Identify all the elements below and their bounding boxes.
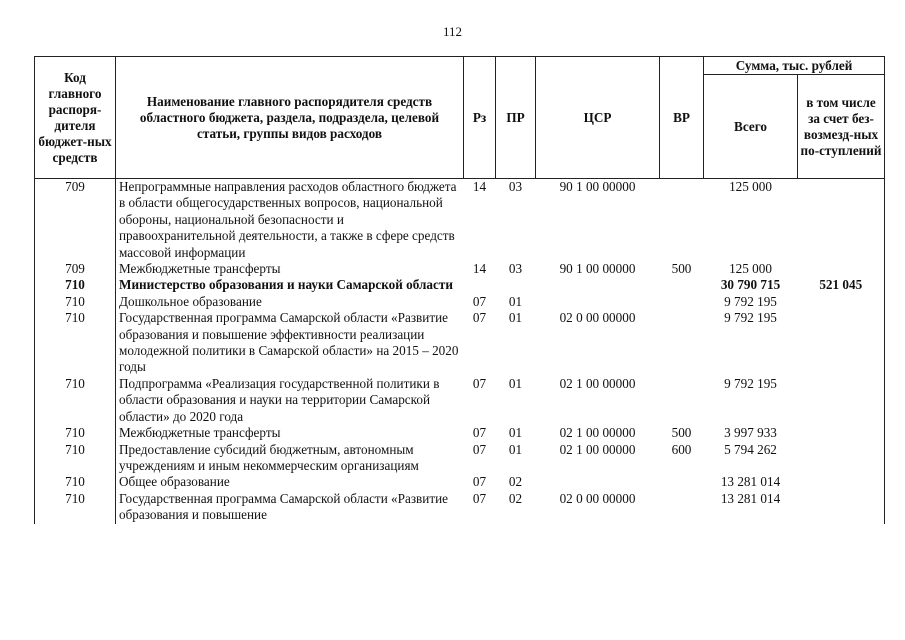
cell-free: 521 045 [798, 277, 885, 293]
cell-pr: 01 [508, 375, 523, 391]
cell-total: 30 790 715 [720, 277, 781, 293]
cell-pr [496, 277, 536, 293]
cell-free [798, 442, 885, 475]
cell-name: Межбюджетные трансферты [116, 261, 464, 277]
cell-pr: 01 [508, 425, 523, 441]
cell-rz: 14 [472, 179, 487, 194]
cell-code: 710 [35, 294, 116, 310]
cell-code: 710 [35, 277, 116, 293]
cell-free [798, 376, 885, 425]
cell-rz: 07 [472, 375, 487, 391]
cell-total: 5 794 262 [724, 441, 777, 457]
header-pr: ПР [496, 57, 536, 179]
cell-free [798, 261, 885, 277]
table-row [35, 474, 885, 490]
cell-free [798, 179, 885, 262]
cell-pr: 01 [508, 293, 523, 309]
page-number: 112 [442, 24, 463, 39]
header-code: Код главного распоря-дителя бюджет-ных средств [35, 57, 116, 179]
cell-total: 125 000 [729, 261, 772, 277]
cell-csr: 02 1 00 00000 [559, 375, 636, 391]
cell-free [798, 310, 885, 376]
cell-rz: 14 [472, 261, 487, 277]
cell-vr [660, 179, 704, 262]
cell-name: Непрограммные направления расходов областного бюджета в области общегосударственных вопросов, национальной обороны, национальной безопасности и правоохранительной деятельности, а также в сфере средств массовой информации [116, 179, 464, 262]
table-row [35, 310, 885, 376]
cell-code: 709 [35, 179, 116, 262]
table-header [35, 57, 885, 179]
cell-pr: 02 [508, 490, 523, 506]
cell-code: 710 [35, 474, 116, 490]
cell-rz [464, 277, 496, 293]
header-sum: Сумма, тыс. рублей [704, 57, 885, 75]
cell-name: Государственная программа Самарской области «Развитие образования и повышение [116, 491, 464, 524]
table-row [35, 491, 885, 524]
cell-vr: 500 [671, 425, 692, 441]
cell-free [798, 491, 885, 524]
header-csr: ЦСР [536, 57, 660, 179]
cell-free [798, 474, 885, 490]
cell-name: Общее образование [116, 474, 464, 490]
cell-csr: 90 1 00 00000 [559, 261, 636, 277]
cell-code: 710 [35, 376, 116, 425]
cell-rz: 07 [472, 293, 487, 309]
cell-code: 710 [35, 310, 116, 376]
table-row [35, 442, 885, 475]
cell-csr: 02 1 00 00000 [559, 441, 636, 457]
cell-rz: 07 [472, 425, 487, 441]
cell-vr [660, 277, 704, 293]
cell-rz: 07 [472, 474, 487, 490]
table-body [35, 179, 885, 524]
cell-total: 13 281 014 [720, 490, 781, 506]
cell-name: Межбюджетные трансферты [116, 425, 464, 441]
cell-code: 709 [35, 261, 116, 277]
header-name: Наименование главного распорядителя средств областного бюджета, раздела, подраздела, целевой статьи, группы видов расходов [116, 57, 464, 179]
cell-csr [536, 277, 660, 293]
cell-csr: 02 1 00 00000 [559, 425, 636, 441]
cell-csr: 02 0 00 00000 [559, 490, 636, 506]
cell-csr: 90 1 00 00000 [559, 179, 636, 194]
cell-vr [660, 294, 704, 310]
cell-code: 710 [35, 491, 116, 524]
cell-free [798, 294, 885, 310]
table-row [35, 294, 885, 310]
cell-rz: 07 [472, 490, 487, 506]
cell-code: 710 [35, 425, 116, 441]
cell-csr [536, 294, 660, 310]
table-row [35, 376, 885, 425]
cell-free [798, 425, 885, 441]
table-row [35, 261, 885, 277]
cell-total: 9 792 195 [724, 375, 777, 391]
cell-pr: 03 [508, 261, 523, 277]
table-row [35, 179, 885, 262]
cell-name: Государственная программа Самарской области «Развитие образования и повышение эффективности реализации молодежной политики в Самарской области» на 2015 – 2020 годы [116, 310, 464, 376]
cell-vr [660, 491, 704, 524]
cell-rz: 07 [472, 310, 487, 326]
cell-name: Министерство образования и науки Самарской области [116, 277, 464, 293]
table-row [35, 277, 885, 293]
cell-code: 710 [35, 442, 116, 475]
cell-csr: 02 0 00 00000 [559, 310, 636, 326]
cell-name: Дошкольное образование [116, 294, 464, 310]
cell-vr: 500 [671, 261, 692, 277]
header-vr: ВР [660, 57, 704, 179]
cell-vr [660, 310, 704, 376]
cell-total: 3 997 933 [724, 425, 777, 441]
cell-total: 125 000 [729, 179, 772, 194]
cell-pr: 01 [508, 310, 523, 326]
cell-total: 9 792 195 [724, 310, 777, 326]
cell-pr: 03 [508, 179, 523, 194]
cell-rz: 07 [472, 441, 487, 457]
cell-total: 13 281 014 [720, 474, 781, 490]
cell-name: Подпрограмма «Реализация государственной политики в области образования и науки на территории Самарской области» до 2020 года [116, 376, 464, 425]
header-total: Всего [704, 75, 798, 179]
table-row [35, 425, 885, 441]
header-free: в том числе за счет без-возмезд-ных по-ступлений [798, 75, 885, 179]
cell-total: 9 792 195 [724, 293, 777, 309]
cell-pr: 01 [508, 441, 523, 457]
cell-name: Предоставление субсидий бюджетным, автономным учреждениям и иным некоммерческим организациям [116, 442, 464, 475]
cell-vr [660, 474, 704, 490]
cell-vr [660, 376, 704, 425]
header-rz: Рз [464, 57, 496, 179]
cell-pr: 02 [508, 474, 523, 490]
budget-table [34, 56, 885, 524]
cell-csr [536, 474, 660, 490]
cell-vr: 600 [671, 441, 692, 457]
